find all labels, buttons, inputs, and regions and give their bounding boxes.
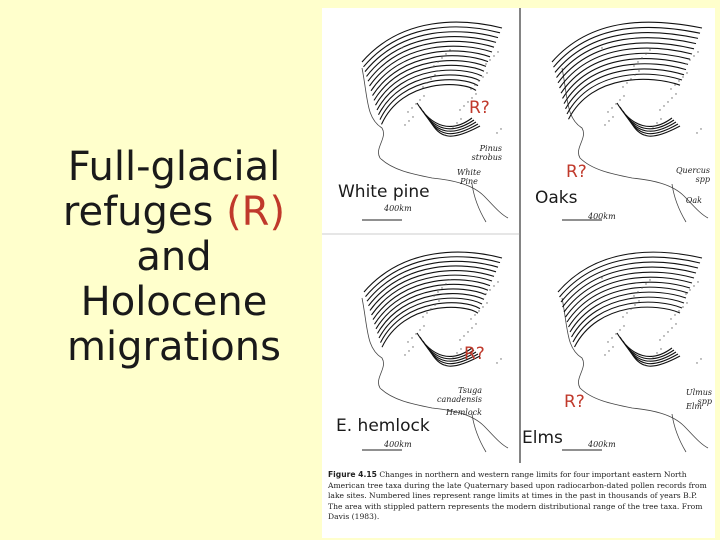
stipple-dot [422,316,423,317]
stipple-dot [441,287,442,288]
stipple-dot [689,289,690,290]
range-limit-contour [570,292,686,332]
stipple-dot [500,358,501,359]
stipple-dot [612,116,613,117]
stipple-dot [634,304,635,305]
scale-label: 400km [588,440,616,449]
stipple-dot [608,120,609,121]
stipple-dot [633,295,634,296]
range-limit-contour [382,307,478,347]
range-limit-contour [564,272,694,312]
figure-caption [328,470,710,523]
stipple-dot [485,293,486,294]
stipple-dot [693,285,694,286]
stipple-dot [700,358,701,359]
stipple-dot [689,59,690,60]
stipple-dot [474,84,475,85]
species-label-tsuga: Tsuga canadensis [437,386,482,404]
stipple-dot [470,318,471,319]
stipple-dot [482,306,483,307]
stipple-dot [619,99,620,100]
refuge-marker: (R) [226,189,286,235]
stipple-dot [489,59,490,60]
stipple-dot [674,314,675,315]
refuge-label-hemlock: R? [464,344,485,364]
range-limit-contour [558,252,702,292]
panel-label-hemlock: E. hemlock [336,416,430,436]
map-figure [322,8,715,538]
title-line-3: and [136,234,212,280]
stipple-dot [656,352,657,353]
stipple-dot [485,63,486,64]
range-limit-contour [572,297,685,337]
range-limit-contour [569,287,689,327]
range-limit-contour [558,43,694,83]
stipple-dot [426,312,427,313]
stipple-dot [667,101,668,102]
range-limit-contour [563,59,689,99]
stipple-dot [441,57,442,58]
coastline [472,184,486,222]
stipple-dot [601,47,602,48]
stipple-dot [630,308,631,309]
stipple-dot [456,352,457,353]
stipple-dot [478,80,479,81]
title-line-5: migrations [67,324,281,370]
stipple-dot [434,74,435,75]
stipple-dot [641,287,642,288]
stipple-dot [604,354,605,355]
scale-label: 400km [588,212,616,221]
stipple-dot [456,122,457,123]
title-line-2-prefix: refuges [62,189,227,235]
stipple-dot [660,348,661,349]
coastline [672,414,686,452]
stipple-dot [470,88,471,89]
stipple-dot [659,109,660,110]
refuge-label-elms: R? [564,392,585,412]
title-line-2 [40,190,308,235]
stipple-dot [686,302,687,303]
stipple-dot [622,316,623,317]
stipple-dot [434,304,435,305]
stipple-dot [411,107,412,108]
stipple-dot [449,279,450,280]
stipple-dot [667,331,668,332]
stipple-dot [426,82,427,83]
stipple-dot [500,128,501,129]
stipple-dot [675,323,676,324]
stipple-dot [401,277,402,278]
refuge-label-oaks: R? [566,162,587,182]
refuge-label-white-pine: R? [469,98,490,118]
species-label-ulmus: Ulmus spp [685,388,712,406]
stipple-dot [401,47,402,48]
stipple-dot [644,134,645,135]
stipple-dot [497,281,498,282]
range-limit-contour [567,74,682,114]
stipple-dot [422,86,423,87]
title-line-4: Holocene [80,279,268,325]
stipple-dot [612,346,613,347]
stipple-dot [656,122,657,123]
stipple-dot [659,339,660,340]
stipple-dot [697,51,698,52]
stipple-dot [460,118,461,119]
stipple-dot [407,341,408,342]
stipple-dot [641,57,642,58]
stipple-dot [685,63,686,64]
stipple-dot [670,88,671,89]
stipple-dot [415,103,416,104]
stipple-dot [460,348,461,349]
stipple-dot [475,323,476,324]
stipple-dot [404,354,405,355]
stipple-dot [682,306,683,307]
range-limit-contour [563,267,697,307]
stipple-dot [444,134,445,135]
stipple-dot [626,82,627,83]
stipple-dot [670,318,671,319]
stipple-dot [482,76,483,77]
stipple-dot [648,360,649,361]
stipple-dot [637,291,638,292]
stipple-dot [467,331,468,332]
range-limit-contour [573,302,682,342]
stipple-dot [433,65,434,66]
stipple-dot [619,329,620,330]
stipple-dot [444,364,445,365]
stipple-dot [663,105,664,106]
stipple-dot [607,341,608,342]
stipple-dot [463,105,464,106]
range-limit-contour [555,33,698,73]
range-limit-contour [566,277,693,317]
stipple-dot [438,300,439,301]
stipple-dot [700,128,701,129]
stipple-dot [475,93,476,94]
stipple-dot [608,350,609,351]
common-label-elm: Elm [686,402,702,411]
stipple-dot [601,277,602,278]
stipple-dot [634,74,635,75]
stipple-dot [638,70,639,71]
stipple-dot [693,55,694,56]
range-limit-contour [560,48,693,88]
stipple-dot [660,118,661,119]
stipple-dot [678,310,679,311]
stipple-dot [630,78,631,79]
stipple-dot [412,116,413,117]
panel-label-white-pine: White pine [338,182,430,202]
range-limit-contour [365,32,498,72]
stipple-dot [452,126,453,127]
stipple-dot [652,356,653,357]
stipple-dot [497,51,498,52]
scale-label: 400km [384,440,412,449]
stipple-dot [459,109,460,110]
stipple-dot [644,364,645,365]
stipple-dot [615,333,616,334]
stipple-dot [674,84,675,85]
common-label-oak: Oak [685,196,702,205]
slide-title [40,145,308,370]
stipple-dot [489,289,490,290]
stipple-dot [423,325,424,326]
stipple-dot [415,333,416,334]
stipple-dot [430,78,431,79]
stipple-dot [696,362,697,363]
range-limit-contour [560,257,701,297]
stipple-dot [471,327,472,328]
stipple-dot [652,126,653,127]
stipple-dot [438,70,439,71]
stipple-dot [486,72,487,73]
stipple-dot [623,325,624,326]
stipple-dot [611,337,612,338]
stipple-dot [445,283,446,284]
stipple-dot [423,95,424,96]
stipple-dot [638,300,639,301]
stipple-dot [648,130,649,131]
stipple-dot [445,53,446,54]
stipple-dot [493,285,494,286]
range-limit-contour [552,22,702,62]
stipple-dot [437,61,438,62]
stipple-dot [449,49,450,50]
stipple-dot [411,337,412,338]
panel-label-oaks: Oaks [535,188,578,208]
range-limit-contour [567,282,690,322]
stipple-dot [645,53,646,54]
stipple-dot [408,120,409,121]
stipple-dot [663,335,664,336]
range-limit-contour [566,69,685,109]
stipple-dot [671,97,672,98]
stipple-dot [408,350,409,351]
stipple-dot [682,76,683,77]
figure-number: Figure 4.15 [328,470,377,479]
range-limit-contour [364,27,501,67]
stipple-dot [697,281,698,282]
stipple-dot [604,124,605,125]
stipple-dot [419,99,420,100]
stipple-dot [486,302,487,303]
stipple-dot [493,55,494,56]
stipple-dot [626,312,627,313]
stipple-dot [696,132,697,133]
stipple-dot [686,72,687,73]
stipple-dot [622,86,623,87]
stipple-dot [433,295,434,296]
scale-label: 400km [384,204,412,213]
stipple-dot [671,327,672,328]
stipple-dot [623,95,624,96]
title-line-1: Full-glacial [67,144,281,190]
stipple-dot [678,80,679,81]
range-limit-contour [561,53,690,93]
range-limit-contour [564,64,686,104]
stipple-dot [649,49,650,50]
common-label-white-pine: White Pine [457,168,481,186]
stipple-dot [611,107,612,108]
stipple-dot [463,335,464,336]
stipple-dot [478,310,479,311]
stipple-dot [645,283,646,284]
stipple-dot [404,124,405,125]
species-label-quercus: Quercus spp [675,166,710,184]
stipple-dot [685,293,686,294]
stipple-dot [448,130,449,131]
range-limit-contour [362,22,502,62]
range-limit-contour [557,38,697,78]
stipple-dot [474,314,475,315]
range-limit-contour [368,41,494,81]
stipple-dot [633,65,634,66]
stipple-dot [459,339,460,340]
map-panel-elms [558,252,708,452]
stipple-dot [496,132,497,133]
panel-label-elms: Elms [522,428,563,448]
stipple-dot [430,308,431,309]
stipple-dot [496,362,497,363]
stipple-dot [419,329,420,330]
stipple-dot [407,111,408,112]
stipple-dot [637,61,638,62]
stipple-dot [452,356,453,357]
range-limit-contour [561,262,698,302]
stipple-dot [448,360,449,361]
stipple-dot [615,103,616,104]
caption-text: Changes in northern and western range limits for four important eastern North American tree taxa during the late Quaternary based upon radiocarbon-dated pollen records from lake sites. Numbered lines represent range limits at times in the past in thousands of years B.P. The area with stippled pattern represents the modern distributional range of the tree taxa. From Davis (1983). [328,470,707,521]
stipple-dot [437,291,438,292]
stipple-dot [607,111,608,112]
common-label-hemlock: Hemlock [446,408,482,417]
stipple-dot [412,346,413,347]
coastline [472,414,486,452]
stipple-dot [649,279,650,280]
species-label-pinus: Pinus strobus [471,144,502,162]
stipple-dot [675,93,676,94]
